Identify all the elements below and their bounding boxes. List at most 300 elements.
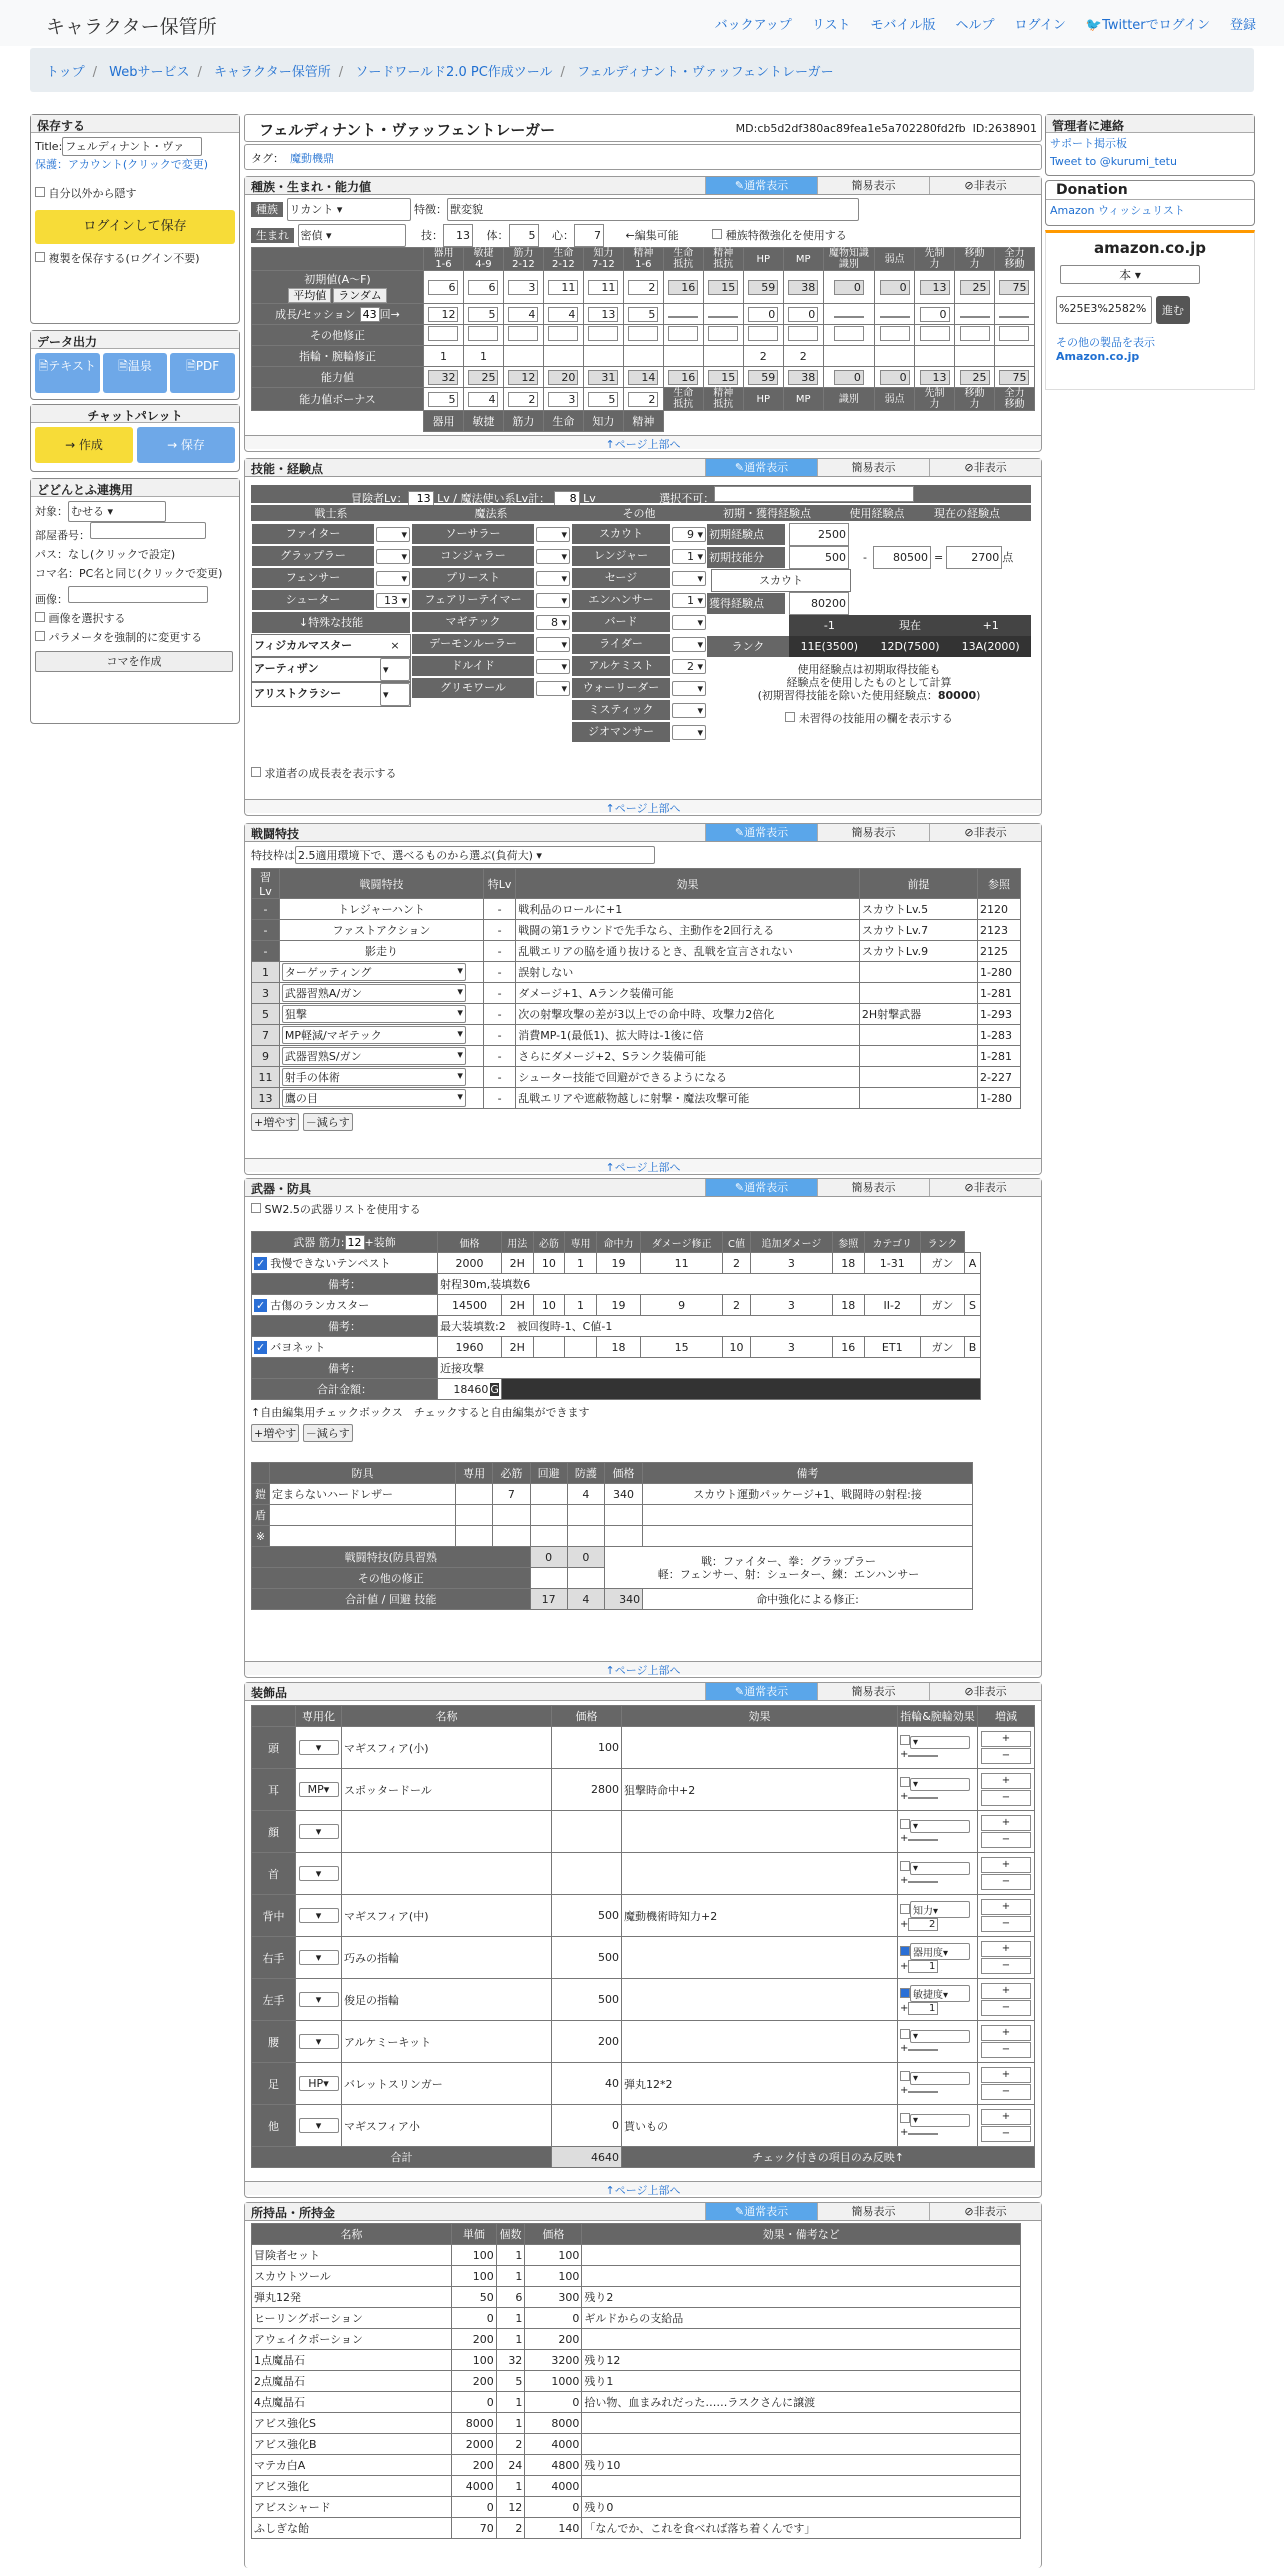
ability-cell[interactable]: 6 <box>463 271 503 304</box>
item-cell[interactable]: 4800 <box>525 2455 582 2476</box>
item-cell[interactable]: アビス強化 <box>252 2476 452 2497</box>
skill-level-select[interactable]: ▾ <box>672 725 706 740</box>
item-cell[interactable] <box>582 2245 1021 2266</box>
ability-cell[interactable] <box>463 325 503 346</box>
ability-cell[interactable] <box>623 325 663 346</box>
item-cell[interactable]: 2 <box>496 2434 525 2455</box>
tab-simple[interactable]: 簡易表示 <box>817 177 929 194</box>
unlearn-checkbox[interactable] <box>785 712 795 722</box>
acc-effect[interactable] <box>622 1811 898 1853</box>
tab-normal[interactable]: ✎通常表示 <box>705 177 817 194</box>
acc-effect[interactable] <box>622 1937 898 1979</box>
feat-sub-button[interactable]: －減らす <box>303 1113 353 1131</box>
page-up-link[interactable]: ↑ページ上部へ <box>245 799 1041 813</box>
ability-cell[interactable]: 12 <box>424 304 464 325</box>
item-cell[interactable]: 1点魔晶石 <box>252 2350 452 2371</box>
nav-backup[interactable]: バックアップ <box>714 18 792 33</box>
amazon-other-link[interactable]: その他の製品を表示 <box>1056 336 1155 349</box>
acc-effect[interactable] <box>622 2021 898 2063</box>
item-cell[interactable]: 「なんでか、これを食べれば落ち着くんです」 <box>582 2518 1021 2539</box>
feat-name[interactable]: 武器習熟S/ガン ▾ <box>279 1046 483 1067</box>
item-cell[interactable]: 4000 <box>525 2434 582 2455</box>
acc-name[interactable]: マギスフィア(中) <box>342 1895 552 1937</box>
skill-level-select[interactable]: ▾ <box>376 527 410 542</box>
acc-price[interactable]: 500 <box>552 1895 622 1937</box>
skill-level-select[interactable]: ▾ <box>672 637 706 652</box>
avg-button[interactable]: 平均値 <box>288 288 331 303</box>
nav-mobile[interactable]: モバイル版 <box>870 18 936 33</box>
acc-plusminus[interactable] <box>978 2021 1035 2063</box>
skill-level-select[interactable]: ▾ <box>536 637 570 652</box>
ring-effect[interactable]: 敏捷度▾ + 1 <box>898 1979 978 2021</box>
item-cell[interactable]: 0 <box>451 2497 496 2518</box>
acc-plusminus[interactable] <box>978 1853 1035 1895</box>
race-special-checkbox[interactable] <box>712 229 722 239</box>
nav-list[interactable]: リスト <box>811 18 851 33</box>
item-cell[interactable]: 12 <box>496 2497 525 2518</box>
crumb-web[interactable]: Webサービス <box>109 65 190 80</box>
crumb-character[interactable]: フェルディナント・ヴァッフェントレーガー <box>577 65 834 80</box>
plus-button[interactable]: + <box>981 1731 1031 1747</box>
acc-name[interactable] <box>342 1853 552 1895</box>
amazon-go-button[interactable]: 進む <box>1156 296 1190 324</box>
item-cell[interactable] <box>582 2329 1021 2350</box>
item-cell[interactable]: 0 <box>451 2308 496 2329</box>
ring-effect[interactable]: ▾ + <box>898 2063 978 2105</box>
ability-cell[interactable] <box>583 325 623 346</box>
checkbox-icon[interactable] <box>900 1735 910 1745</box>
skill-level-select[interactable]: ▾ <box>536 593 570 608</box>
plus-button[interactable]: + <box>981 1899 1031 1915</box>
plus-button[interactable]: + <box>981 2025 1031 2041</box>
feat-name[interactable]: ターゲッティング ▾ <box>279 962 483 983</box>
acc-name[interactable] <box>342 1811 552 1853</box>
chat-make-button[interactable]: → 作成 <box>35 427 133 463</box>
item-cell[interactable]: 冒険者セット <box>252 2245 452 2266</box>
output-text-button[interactable]: 🗎テキスト <box>35 353 100 393</box>
checkbox-checked-icon[interactable] <box>900 1946 910 1956</box>
koma-text[interactable]: コマ名：PC名と同じ(クリックで変更) <box>35 567 223 580</box>
target-select[interactable]: むせる ▾ <box>68 501 166 522</box>
ability-cell[interactable]: 3 <box>503 271 543 304</box>
crumb-top[interactable]: トップ <box>46 65 85 80</box>
ring-effect[interactable]: ▾ + <box>898 2105 978 2147</box>
login-save-button[interactable]: ログインして保存 <box>35 210 235 244</box>
use25-checkbox[interactable] <box>251 1203 261 1213</box>
checkbox-checked-icon[interactable] <box>900 1988 910 1998</box>
skill-level-select[interactable]: ▾ <box>376 571 410 586</box>
item-cell[interactable]: 70 <box>451 2518 496 2539</box>
item-cell[interactable]: 32 <box>496 2350 525 2371</box>
trait-input[interactable]: 獣変貌 <box>447 198 859 221</box>
crumb-tool[interactable]: ソードワールド2.0 PC作成ツール <box>355 65 553 80</box>
copy-checkbox[interactable] <box>35 252 45 262</box>
item-cell[interactable]: 1000 <box>525 2371 582 2392</box>
acc-plusminus[interactable] <box>978 1811 1035 1853</box>
tab-normal[interactable]: ✎通常表示 <box>705 1179 817 1196</box>
output-pdf-button[interactable]: 🗎PDF <box>170 353 235 393</box>
ring-effect[interactable]: ▾ + <box>898 1811 978 1853</box>
weapon-note[interactable]: 近接攻撃 <box>438 1358 981 1379</box>
support-link[interactable]: サポート掲示板 <box>1050 137 1127 150</box>
amazon-site-link[interactable]: Amazon.co.jp <box>1056 350 1140 363</box>
ability-cell[interactable]: 11 <box>583 271 623 304</box>
acc-plusminus[interactable] <box>978 1895 1035 1937</box>
item-cell[interactable]: 8000 <box>525 2413 582 2434</box>
acc-special-select[interactable]: MP▾ <box>296 1769 342 1811</box>
item-cell[interactable]: 200 <box>451 2329 496 2350</box>
nav-login[interactable]: ログイン <box>1014 18 1066 33</box>
item-cell[interactable]: 4000 <box>525 2476 582 2497</box>
acc-name[interactable]: マギスフィア(小) <box>342 1727 552 1769</box>
feat-name[interactable]: 鷹の目 ▾ <box>279 1088 483 1109</box>
nav-twitter-login[interactable]: 🐦Twitterでログイン <box>1085 18 1210 33</box>
protect-link[interactable]: 保護：アカウント(クリックで変更) <box>35 158 209 171</box>
item-cell[interactable]: ふしぎな飴 <box>252 2518 452 2539</box>
item-cell[interactable]: アビスシャード <box>252 2497 452 2518</box>
checkbox-icon[interactable] <box>900 1777 910 1787</box>
item-cell[interactable] <box>582 2434 1021 2455</box>
item-cell[interactable]: 1 <box>496 2266 525 2287</box>
item-cell[interactable]: 1 <box>496 2329 525 2350</box>
plus-button[interactable]: + <box>981 2067 1031 2083</box>
checkbox-icon[interactable] <box>900 2029 910 2039</box>
ability-cell[interactable] <box>503 325 543 346</box>
skill-level-select[interactable]: ▾ <box>536 571 570 586</box>
item-cell[interactable]: 0 <box>451 2392 496 2413</box>
item-cell[interactable]: アビス強化S <box>252 2413 452 2434</box>
item-cell[interactable]: スカウトツール <box>252 2266 452 2287</box>
item-cell[interactable]: 残り1 <box>582 2371 1021 2392</box>
random-button[interactable]: ランダム <box>333 288 387 303</box>
acc-effect[interactable]: 魔動機術時知力+2 <box>622 1895 898 1937</box>
race-select[interactable]: リカント ▾ <box>287 198 411 221</box>
item-cell[interactable]: 2点魔晶石 <box>252 2371 452 2392</box>
weapon-note[interactable]: 射程30m,装填数6 <box>438 1274 981 1295</box>
feat-name[interactable]: 射手の体術 ▾ <box>279 1067 483 1088</box>
ability-cell[interactable]: 13 <box>583 304 623 325</box>
item-cell[interactable]: 弾丸12発 <box>252 2287 452 2308</box>
weapon-name[interactable]: ✓ バヨネット <box>252 1337 438 1358</box>
acc-price[interactable]: 200 <box>552 2021 622 2063</box>
ability-cell[interactable]: 5 <box>463 304 503 325</box>
page-up-link[interactable]: ↑ページ上部へ <box>245 435 1041 449</box>
title-input[interactable]: フェルディナント・ヴァ <box>62 137 202 156</box>
acc-price[interactable]: 2800 <box>552 1769 622 1811</box>
acc-special-select[interactable]: ▾ <box>296 2105 342 2147</box>
acc-special-select[interactable]: ▾ <box>296 1727 342 1769</box>
item-cell[interactable] <box>582 2476 1021 2497</box>
minus-button[interactable]: − <box>981 1916 1031 1932</box>
plus-button[interactable]: + <box>981 1815 1031 1831</box>
skill-level-select[interactable]: 8 ▾ <box>536 615 570 630</box>
skill-level-select[interactable]: 13 ▾ <box>376 593 410 608</box>
pass-text[interactable]: パス：なし(クリックで設定) <box>35 548 176 561</box>
nav-register[interactable]: 登録 <box>1229 18 1256 33</box>
ring-effect[interactable]: ▾ + <box>898 1853 978 1895</box>
growth-checkbox[interactable] <box>251 767 261 777</box>
acc-special-select[interactable]: ▾ <box>296 1811 342 1853</box>
skill-level-select[interactable]: 2 ▾ <box>672 659 706 674</box>
item-cell[interactable]: 3200 <box>525 2350 582 2371</box>
item-cell[interactable]: 8000 <box>451 2413 496 2434</box>
acc-name[interactable]: バレットスリンガー <box>342 2063 552 2105</box>
minus-button[interactable]: − <box>981 1748 1031 1764</box>
item-cell[interactable]: 2 <box>496 2518 525 2539</box>
tab-hidden[interactable]: ⊘非表示 <box>929 1179 1041 1196</box>
acc-plusminus[interactable] <box>978 1727 1035 1769</box>
item-cell[interactable]: 200 <box>451 2371 496 2392</box>
item-cell[interactable]: 0 <box>525 2392 582 2413</box>
acc-price[interactable] <box>552 1853 622 1895</box>
acc-special-select[interactable]: HP▾ <box>296 2063 342 2105</box>
armor-name[interactable] <box>270 1505 456 1526</box>
acc-plusminus[interactable] <box>978 1769 1035 1811</box>
item-cell[interactable]: 1 <box>496 2476 525 2497</box>
feat-name[interactable]: MP軽減/マギテック ▾ <box>279 1025 483 1046</box>
checkbox-icon[interactable] <box>900 1904 910 1914</box>
plus-button[interactable]: + <box>981 1983 1031 1999</box>
acc-plusminus[interactable] <box>978 2063 1035 2105</box>
item-cell[interactable]: ヒーリングポーション <box>252 2308 452 2329</box>
weapon-name[interactable]: ✓ 我慢できないテンペスト <box>252 1253 438 1274</box>
minus-button[interactable]: − <box>981 1790 1031 1806</box>
ability-cell[interactable] <box>424 325 464 346</box>
gain-input[interactable]: 80200 <box>789 592 849 615</box>
param-checkbox[interactable] <box>35 631 45 641</box>
item-cell[interactable]: 残り12 <box>582 2350 1021 2371</box>
room-input[interactable] <box>90 522 206 539</box>
item-cell[interactable]: 4点魔晶石 <box>252 2392 452 2413</box>
item-cell[interactable]: 4000 <box>451 2476 496 2497</box>
skill-level-select[interactable]: 9 ▾ <box>672 527 706 542</box>
item-cell[interactable]: マテカ白A <box>252 2455 452 2476</box>
init-exp-input[interactable]: 2500 <box>789 523 849 546</box>
item-cell[interactable]: 50 <box>451 2287 496 2308</box>
tab-normal[interactable]: ✎通常表示 <box>705 824 817 841</box>
ring-effect[interactable]: ▾ + <box>898 1727 978 1769</box>
acc-effect[interactable]: 弾丸12*2 <box>622 2063 898 2105</box>
skill-level-select[interactable]: ▾ <box>672 615 706 630</box>
tab-simple[interactable]: 簡易表示 <box>817 824 929 841</box>
skill-level-select[interactable]: ▾ <box>376 549 410 564</box>
item-cell[interactable]: 残り10 <box>582 2455 1021 2476</box>
item-cell[interactable]: 100 <box>525 2266 582 2287</box>
minus-button[interactable]: − <box>981 1958 1031 1974</box>
output-hot-button[interactable]: 🗎温泉 <box>103 353 168 393</box>
ability-cell[interactable]: 4 <box>503 304 543 325</box>
page-up-link[interactable]: ↑ページ上部へ <box>245 2181 1041 2195</box>
site-brand[interactable]: キャラクター保管所 <box>46 16 217 38</box>
item-cell[interactable]: ギルドからの支給品 <box>582 2308 1021 2329</box>
weapon-name[interactable]: ✓ 古傷のランカスター <box>252 1295 438 1316</box>
acc-plusminus[interactable] <box>978 1937 1035 1979</box>
skill-level-select[interactable]: ▾ <box>672 571 706 586</box>
item-cell[interactable]: 5 <box>496 2371 525 2392</box>
ability-cell[interactable]: 11 <box>543 271 583 304</box>
item-cell[interactable]: 拾い物、血まみれだった……ラスクさんに譲渡 <box>582 2392 1021 2413</box>
item-cell[interactable]: 100 <box>451 2266 496 2287</box>
skill-level-select[interactable]: 1 ▾ <box>672 593 706 608</box>
item-cell[interactable]: 100 <box>451 2245 496 2266</box>
minus-button[interactable]: − <box>981 1874 1031 1890</box>
item-cell[interactable]: 300 <box>525 2287 582 2308</box>
acc-price[interactable]: 0 <box>552 2105 622 2147</box>
tab-normal[interactable]: ✎通常表示 <box>705 459 817 476</box>
checkbox-icon[interactable] <box>900 2113 910 2123</box>
tweet-link[interactable]: Tweet to @kurumi_tetu <box>1050 155 1177 168</box>
ability-cell[interactable]: 6 <box>424 271 464 304</box>
hide-checkbox[interactable] <box>35 187 45 197</box>
tag-link[interactable]: 魔動機鼎 <box>290 152 334 165</box>
checkbox-icon[interactable] <box>900 1819 910 1829</box>
image-checkbox[interactable] <box>35 612 45 622</box>
birth-select[interactable]: 密偵 ▾ <box>298 224 406 247</box>
item-cell[interactable] <box>582 2413 1021 2434</box>
crumb-storage[interactable]: キャラクター保管所 <box>214 65 331 80</box>
acc-price[interactable]: 500 <box>552 1979 622 2021</box>
koma-make-button[interactable]: コマを作成 <box>35 651 233 672</box>
acc-effect[interactable]: 狙撃時命中+2 <box>622 1769 898 1811</box>
item-cell[interactable]: 1 <box>496 2413 525 2434</box>
acc-price[interactable]: 100 <box>552 1727 622 1769</box>
item-cell[interactable]: 1 <box>496 2245 525 2266</box>
init-skill-input[interactable]: 500 <box>789 546 849 569</box>
item-cell[interactable]: 2000 <box>451 2434 496 2455</box>
skill-level-select[interactable]: ▾ <box>536 549 570 564</box>
feat-name[interactable]: 狙撃 ▾ <box>279 1004 483 1025</box>
ability-cell[interactable]: 5 <box>623 304 663 325</box>
skill-level-select[interactable]: ▾ <box>672 703 706 718</box>
chat-save-button[interactable]: → 保存 <box>137 427 235 463</box>
item-cell[interactable]: 0 <box>525 2497 582 2518</box>
checkbox-icon[interactable] <box>900 2071 910 2081</box>
armor-name[interactable] <box>270 1526 456 1547</box>
skill-level-select[interactable]: ▾ <box>536 681 570 696</box>
tab-simple[interactable]: 簡易表示 <box>817 2203 929 2220</box>
tab-hidden[interactable]: ⊘非表示 <box>929 459 1041 476</box>
acc-price[interactable]: 500 <box>552 1937 622 1979</box>
acc-special-select[interactable]: ▾ <box>296 1853 342 1895</box>
minus-button[interactable]: − <box>981 2042 1031 2058</box>
tab-simple[interactable]: 簡易表示 <box>817 459 929 476</box>
acc-plusminus[interactable] <box>978 2105 1035 2147</box>
item-cell[interactable]: 6 <box>496 2287 525 2308</box>
item-cell[interactable]: 200 <box>525 2329 582 2350</box>
tai-input[interactable]: 5 <box>509 224 539 247</box>
ability-cell[interactable]: 2 <box>623 271 663 304</box>
acc-special-select[interactable]: ▾ <box>296 1937 342 1979</box>
wishlist-link[interactable]: Amazon ウィッシュリスト <box>1050 204 1185 217</box>
noselect-input[interactable] <box>714 486 914 502</box>
page-up-link[interactable]: ↑ページ上部へ <box>245 1158 1041 1172</box>
tab-simple[interactable]: 簡易表示 <box>817 1179 929 1196</box>
plus-button[interactable]: + <box>981 1857 1031 1873</box>
acc-special-select[interactable]: ▾ <box>296 2021 342 2063</box>
image-input[interactable] <box>68 586 208 603</box>
item-cell[interactable]: 0 <box>525 2308 582 2329</box>
acc-effect[interactable] <box>622 1727 898 1769</box>
limit-select[interactable]: 2.5適用環境下で、選べるものから選ぶ(負荷大) ▾ <box>295 846 655 864</box>
weapon-note[interactable]: 最大装填数:2 被回復時-1、C値-1 <box>438 1316 981 1337</box>
acc-name[interactable]: 巧みの指輪 <box>342 1937 552 1979</box>
item-cell[interactable] <box>582 2266 1021 2287</box>
acc-effect[interactable] <box>622 1979 898 2021</box>
acc-name[interactable]: マギスフィア小 <box>342 2105 552 2147</box>
item-cell[interactable]: アビス強化B <box>252 2434 452 2455</box>
item-cell[interactable]: 残り0 <box>582 2497 1021 2518</box>
nav-help[interactable]: ヘルプ <box>955 18 995 33</box>
item-cell[interactable]: 1 <box>496 2308 525 2329</box>
acc-price[interactable] <box>552 1811 622 1853</box>
armor-name[interactable]: 定まらないハードレザー <box>270 1484 456 1505</box>
ring-effect[interactable]: ▾ + <box>898 1769 978 1811</box>
tab-normal[interactable]: ✎通常表示 <box>705 1683 817 1700</box>
skill-level-select[interactable]: ▾ <box>536 527 570 542</box>
tab-hidden[interactable]: ⊘非表示 <box>929 2203 1041 2220</box>
feat-name[interactable]: 武器習熟A/ガン ▾ <box>279 983 483 1004</box>
acc-price[interactable]: 40 <box>552 2063 622 2105</box>
item-cell[interactable]: 1 <box>496 2392 525 2413</box>
weapon-add-button[interactable]: +増やす <box>251 1424 299 1442</box>
plus-button[interactable]: + <box>981 1941 1031 1957</box>
ring-effect[interactable]: 知力▾ + 2 <box>898 1895 978 1937</box>
amazon-category-select[interactable]: 本 ▾ <box>1060 265 1200 284</box>
skill-level-select[interactable]: ▾ <box>672 681 706 696</box>
skill-level-select[interactable]: 1 ▾ <box>672 549 706 564</box>
item-cell[interactable]: 140 <box>525 2518 582 2539</box>
acc-special-select[interactable]: ▾ <box>296 1895 342 1937</box>
tab-normal[interactable]: ✎通常表示 <box>705 2203 817 2220</box>
item-cell[interactable]: 100 <box>525 2245 582 2266</box>
item-cell[interactable]: アウェイクポーション <box>252 2329 452 2350</box>
tab-hidden[interactable]: ⊘非表示 <box>929 824 1041 841</box>
weapon-sub-button[interactable]: －減らす <box>303 1424 353 1442</box>
ring-effect[interactable]: 器用度▾ + 1 <box>898 1937 978 1979</box>
ability-cell[interactable] <box>543 325 583 346</box>
acc-special-select[interactable]: ▾ <box>296 1979 342 2021</box>
plus-button[interactable]: + <box>981 2109 1031 2125</box>
minus-button[interactable]: − <box>981 2084 1031 2100</box>
tab-hidden[interactable]: ⊘非表示 <box>929 1683 1041 1700</box>
ability-cell[interactable]: 4 <box>543 304 583 325</box>
item-cell[interactable]: 200 <box>451 2455 496 2476</box>
ring-effect[interactable]: ▾ + <box>898 2021 978 2063</box>
kokoro-input[interactable]: 7 <box>574 224 604 247</box>
checkbox-checked-icon[interactable]: ✓ <box>256 1257 266 1270</box>
minus-button[interactable]: − <box>981 2126 1031 2142</box>
item-cell[interactable]: 残り2 <box>582 2287 1021 2308</box>
waza-input[interactable]: 13 <box>443 224 473 247</box>
skill-level-select[interactable]: ▾ <box>536 659 570 674</box>
tab-hidden[interactable]: ⊘非表示 <box>929 177 1041 194</box>
item-cell[interactable]: 24 <box>496 2455 525 2476</box>
plus-button[interactable]: + <box>981 1773 1031 1789</box>
acc-name[interactable]: スポッタードール <box>342 1769 552 1811</box>
minus-button[interactable]: − <box>981 1832 1031 1848</box>
minus-button[interactable]: − <box>981 2000 1031 2016</box>
item-cell[interactable]: 100 <box>451 2350 496 2371</box>
acc-name[interactable]: 俊足の指輪 <box>342 1979 552 2021</box>
checkbox-icon[interactable] <box>900 1861 910 1871</box>
acc-name[interactable]: アルケミーキット <box>342 2021 552 2063</box>
feat-add-button[interactable]: +増やす <box>251 1113 299 1131</box>
acc-effect[interactable]: 貰いもの <box>622 2105 898 2147</box>
checkbox-checked-icon[interactable]: ✓ <box>256 1299 266 1312</box>
page-up-link[interactable]: ↑ページ上部へ <box>245 1661 1041 1675</box>
checkbox-checked-icon[interactable]: ✓ <box>256 1341 266 1354</box>
acc-effect[interactable] <box>622 1853 898 1895</box>
